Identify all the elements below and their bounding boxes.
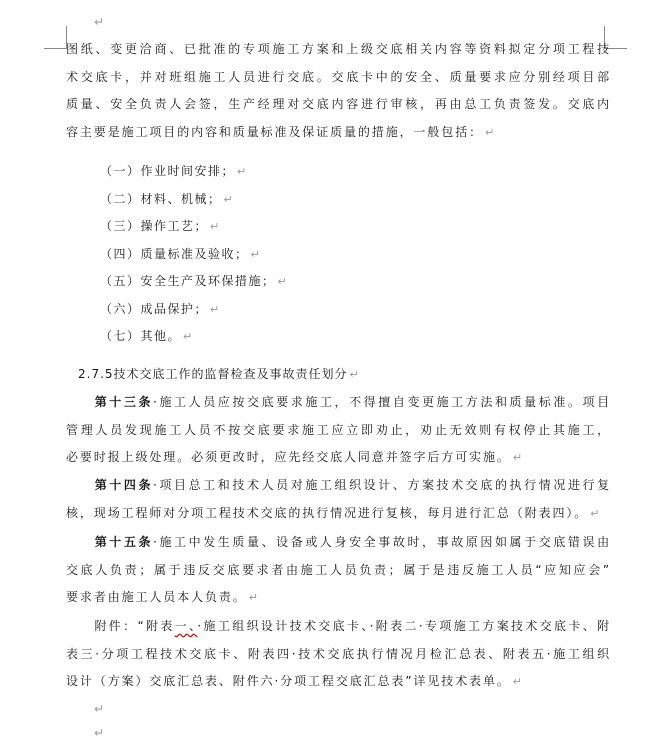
text-line: 核，现场工程师对分项工程技术交底的执行情况进行复核，每月进行汇总（附表四）。 ↵ [66, 505, 602, 520]
text-line: 表三·分项工程技术交底卡、附表四·技术交底执行情况月检汇总表、附表五·施工组织 [66, 646, 611, 661]
attachment-paragraph [66, 613, 611, 696]
content-list [100, 158, 288, 351]
list-item: （四）质量标准及验收； ↵ [100, 246, 262, 261]
article-label: 第十五条 [94, 535, 154, 549]
list-item: （五）安全生产及环保措施； ↵ [100, 274, 289, 288]
list-item: （三）操作工艺； ↵ [100, 219, 221, 233]
text-line: 管理人员发现施工人员不按交底要求施工应立即劝止，劝止无效则有权停止其施工， [66, 422, 611, 437]
list-item: （七）其他。 ↵ [100, 329, 194, 343]
list-item: （一）作业时间安排； ↵ [100, 164, 248, 178]
article-15 [66, 529, 611, 612]
text-line: 必要时报上级处理。必须更改时，应先经交底人同意并签字后方可实施。 ↵ [66, 450, 524, 464]
paragraph-mark: ↵ [94, 702, 105, 716]
list-item: （六）成品保护； ↵ [100, 301, 221, 316]
article-label: 第十四条 [94, 478, 154, 492]
text-line: 第十四条·项目总工和技术人员对施工组织设计、方案技术交底的执行情况进行复 [94, 478, 611, 492]
crop-mark-top-left [44, 26, 67, 49]
paragraph-mark: ↵ [94, 726, 105, 740]
article-label: 第十三条 [94, 395, 154, 409]
article-14 [66, 472, 611, 527]
intro-paragraph [66, 36, 611, 146]
section-heading: 2.7.5技术交底工作的监督检查及事故责任划分 ↵ [78, 367, 360, 381]
text-line: 要求者由施工人员本人负责。 ↵ [66, 590, 260, 604]
text-line: 图纸、变更洽商、已批准的专项施工方案和上级交底相关内容等资料拟定分项工程技 [66, 42, 611, 56]
spellcheck-underline: 一、 [174, 619, 198, 633]
paragraph-mark: ↵ [94, 15, 105, 29]
text-line: 术交底卡，并对班组施工人员进行交底。交底卡中的安全、质量要求应分别经项目部 [66, 69, 611, 84]
text-line: 附件：“附表一、·施工组织设计技术交底卡、·附表二·专项施工方案技术交底卡、附 [94, 619, 611, 633]
text-line: 质量、安全负责人会签，生产经理对交底内容进行审核，再由总工负责签发。交底内 [66, 97, 611, 111]
text-line: 第十五条·施工中发生质量、设备或人身安全事故时，事故原因如属于交底错误由 [94, 535, 611, 549]
text-line: 第十三条·施工人员应按交底要求施工，不得擅自变更施工方法和质量标准。项目 [94, 395, 611, 409]
text-line: 设计（方案）交底汇总表、附件六·分项工程交底汇总表”详见技术表单。 ↵ [66, 674, 524, 688]
article-13 [66, 389, 611, 472]
text-line: 交底人负责；属于违反交底要求者由施工人员负责；属于是违反施工人员“应知应会” [66, 562, 611, 577]
text-line: 容主要是施工项目的内容和质量标准及保证质量的措施，一般包括： ↵ [66, 124, 497, 139]
list-item: （二）材料、机械； ↵ [100, 191, 235, 206]
